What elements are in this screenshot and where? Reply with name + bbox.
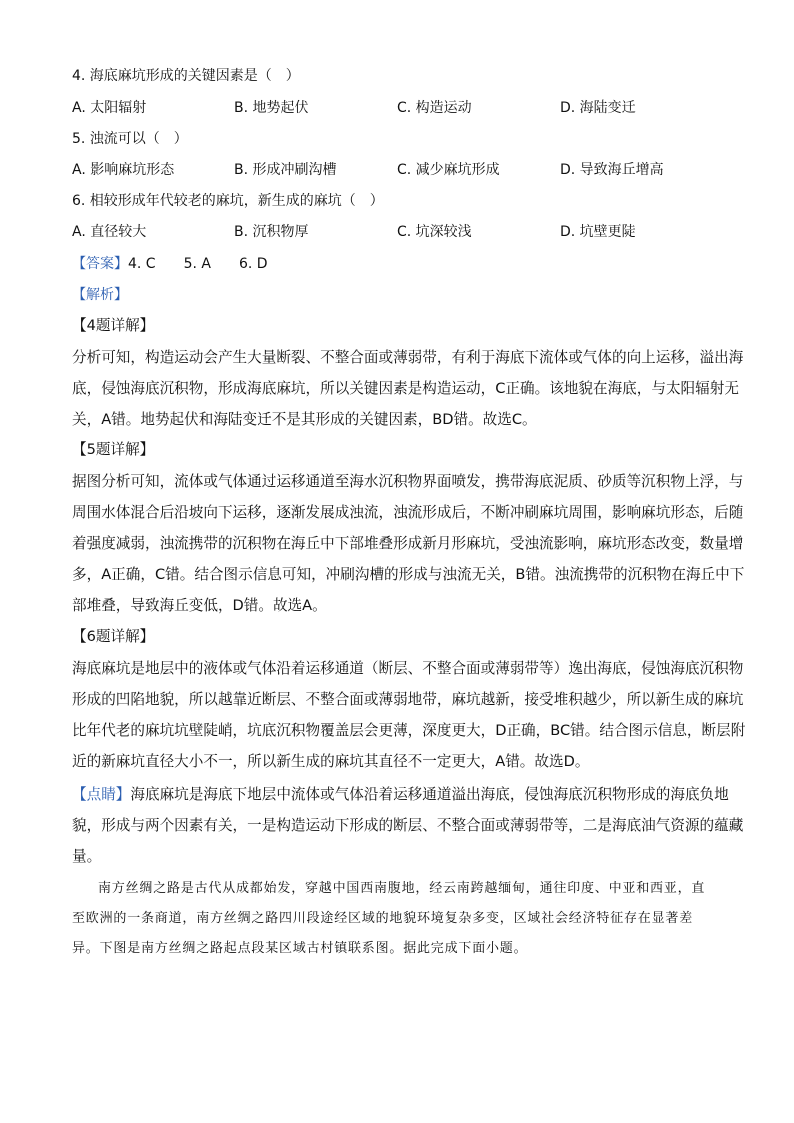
answer-label: 【答案】 — [72, 256, 128, 272]
key-point-label: 【点睛】 — [72, 786, 131, 803]
key-point-line: 貌，形成与两个因素有关，一是构造运动下形成的断层、不整合面或薄弱带等，二是海底油气资源的蕴藏 — [72, 817, 744, 834]
detail-5-line: 据图分析可知，流体或气体通过运移通道至海水沉积物界面喷发，携带海底泥质、砂质等沉积物上浮，与 — [72, 473, 744, 490]
next-group-intro — [72, 874, 732, 964]
analysis-label: 【解析】 — [72, 287, 128, 303]
detail-4-line: 底，侵蚀海底沉积物，形成海底麻坑，所以关键因素是构造运动，C正确。该地貌在海底，与太阳辐射无 — [72, 380, 739, 397]
question-4-option-d: D. 海陆变迁 — [560, 100, 636, 116]
question-4-option-a: A. 太阳辐射 — [72, 100, 147, 116]
question-6-option-d: D. 坑壁更陡 — [560, 224, 636, 240]
question-4-stem: 4. 海底麻坑形成的关键因素是（ ） — [72, 68, 300, 84]
intro-line: 异。下图是南方丝绸之路起点段某区域古村镇联系图。据此完成下面小题。 — [72, 941, 528, 956]
detail-5-title: 【5题详解】 — [72, 441, 155, 458]
detail-6-line: 形成的凹陷地貌，所以越靠近断层、不整合面或薄弱地带，麻坑越新，接受堆积越少，所以新生成的麻坑 — [72, 691, 744, 708]
detail-5-line: 部堆叠，导致海丘变低，D错。故选A。 — [72, 597, 327, 614]
detail-4-line: 关，A错。地势起伏和海陆变迁不是其形成的关键因素，BD错。故选C。 — [72, 411, 537, 428]
key-point-text: 海底麻坑是海底下地层中流体或气体沿着运移通道溢出海底，侵蚀海底沉积物形成的海底负地 — [130, 786, 729, 803]
question-5-stem: 5. 浊流可以（ ） — [72, 131, 188, 147]
detail-6-line: 海底麻坑是地层中的液体或气体沿着运移通道（断层、不整合面或薄弱带等）逸出海底，侵蚀海底沉积物 — [72, 660, 744, 677]
answer-value: 4. C 5. A 6. D — [128, 256, 268, 272]
detail-4-body — [72, 342, 744, 435]
detail-5-line: 多，A正确，C错。结合图示信息可知，冲刷沟槽的形成与浊流无关，B错。浊流携带的沉积物在海丘中下 — [72, 566, 745, 583]
detail-6-line: 近的新麻坑直径大小不一，所以新生成的麻坑其直径不一定更大，A错。故选D。 — [72, 753, 590, 770]
detail-4-title: 【4题详解】 — [72, 317, 155, 334]
question-5-option-d: D. 导致海丘增高 — [560, 162, 664, 178]
detail-6-title: 【6题详解】 — [72, 628, 155, 645]
detail-5-body — [72, 466, 745, 621]
detail-4-line: 分析可知，构造运动会产生大量断裂、不整合面或薄弱带，有利于海底下流体或气体的向上运移，溢出海 — [72, 349, 744, 366]
detail-5-line: 着强度减弱，浊流携带的沉积物在海丘中下部堆叠形成新月形麻坑，受浊流影响，麻坑形态改变，数量增 — [72, 535, 744, 552]
question-5-option-a: A. 影响麻坑形态 — [72, 162, 175, 178]
question-6-stem: 6. 相较形成年代较老的麻坑，新生成的麻坑（ ） — [72, 193, 384, 209]
question-5-option-c: C. 减少麻坑形成 — [397, 162, 500, 178]
question-4-option-b: B. 地势起伏 — [234, 100, 309, 116]
intro-line: 南方丝绸之路是古代从成都始发，穿越中国西南腹地，经云南跨越缅甸，通往印度、中亚和西亚，直 — [98, 881, 706, 896]
detail-6-line: 比年代老的麻坑坑壁陡峭，坑底沉积物覆盖层会更薄，深度更大，D正确，BC错。结合图示信息，断层附 — [72, 722, 746, 739]
key-point-line — [72, 779, 729, 810]
detail-5-line: 周围水体混合后沿坡向下运移，逐渐发展成浊流，浊流形成后，不断冲刷麻坑周围，影响麻坑形态，后随 — [72, 504, 744, 521]
question-4-option-c: C. 构造运动 — [397, 100, 472, 116]
question-6-option-b: B. 沉积物厚 — [234, 224, 309, 240]
answer-line — [72, 254, 268, 274]
detail-6-body — [72, 653, 746, 777]
key-point-body — [72, 779, 744, 872]
intro-line: 至欧洲的一条商道，南方丝绸之路四川段途经区域的地貌环境复杂多变，区域社会经济特征存在显著差 — [72, 911, 694, 926]
question-6-option-c: C. 坑深较浅 — [397, 224, 472, 240]
question-5-option-b: B. 形成冲刷沟槽 — [234, 162, 337, 178]
key-point-line: 量。 — [72, 848, 102, 865]
question-6-option-a: A. 直径较大 — [72, 224, 147, 240]
